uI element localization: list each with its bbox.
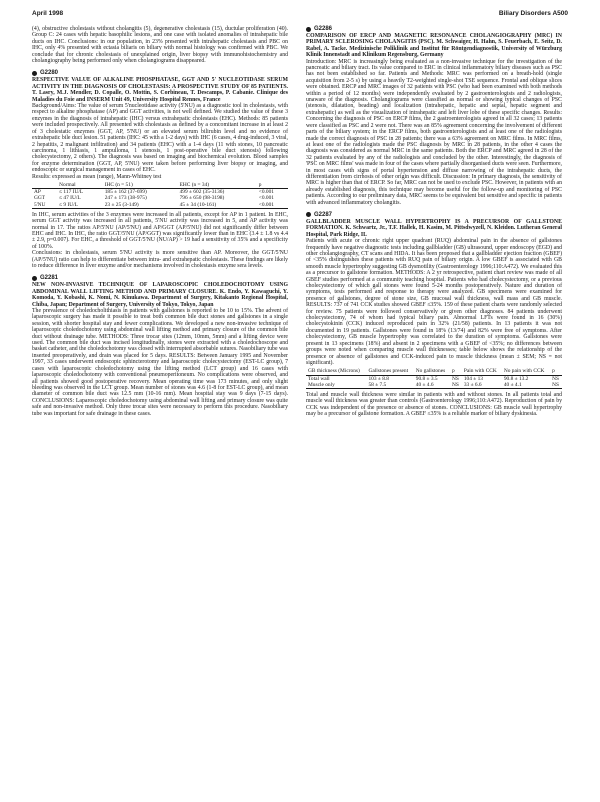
header-date: April 1998 [32, 10, 64, 17]
table-row [306, 375, 562, 382]
abstract-code [32, 275, 288, 281]
gallbladder-table [306, 368, 562, 389]
table-header-cell: Gallstones present [366, 368, 413, 375]
table-cell: 247 ± 173 (38-975) [104, 195, 147, 202]
table-header-cell: GB thickness (Microns) [306, 368, 366, 375]
left-column [32, 26, 288, 417]
abstract-body: Patients with acute or chronic right upper quadrant (RUQ) abdominal pain in the absence of gallstones frequently have negative diagnostic tests including gallbladder (GB) ultrasound, upper endoscopy (EGD) and other cholangiography, CT scans and HIDA. It has been proposed that a gallbladder ejection fraction (GBEF) of <35% distinguishes these patients with RUQ pain of biliary origin. A low GBEF is associated with GB smooth muscle hypertrophy suggesting GB dysmotility (Gastroenterology 1996;110:A472). We evaluated this as a precursor to gallstone formation. METHODS: A 2 yr retrospective, patient chart review was made of all GBEF studies performed at a community teaching hospital. Patients who had cholecystectomy, or a previous cholecystectomy of which gall stones were found 5-24 months postoperatively. Nature and duration of symptoms, tests performed and response to therapy were analyzed. GB specimens were examined for presence of gallstones, degree of stone size, GB mucosal wall thickness, wall mass and GB muscle. RESULTS: 737 of 741 CCK studies showed GBEF ≤35%. 159 of these patient charts were randomly selected for review. 75 patients were followed conservatively or given other diagnoses. 84 patients underwent cholecystectomy, 74 of whom had typical biliary pain. Abnormal LFTs were found in 16 (30%) cholecystokinin (CCK) induced reproduced pain in 32% (21/58) patients. In 13 patients it was not documented in 19 patients. Gallstones were found in 18% (13/74) and 82% were free of symptoms. After cholecystectomy, GB muscle hypertrophy was correlated to the duration of symptoms. Gallstones were present in 13 specimens (18%) and absent in 2 specimens with a GBEF of <35%; no differences between groups were noted when comparing muscle wall thicknesses; table below shows the relationship of the presence or absence of gallstones and CCK-induced pain to muscle thickness (mean ± SEM; NS = not significant). [306, 238, 562, 366]
table-header-cell: IHC (n = 51) [103, 182, 178, 189]
table-cell: ≤ 9 IU/L [57, 202, 103, 209]
table-cell: 5'NU [32, 202, 57, 209]
table-header-cell: p [257, 182, 288, 189]
table-cell: AP [32, 189, 57, 196]
table-header-cell: p [450, 368, 462, 375]
abstract-code-text: G2280 [40, 70, 59, 77]
table-cell: <0.001 [257, 202, 288, 209]
bullet-icon [306, 212, 311, 217]
abstract-title: COMPARISON OF ERCP AND MAGNETIC RESONANCE CHOLANGIOGRAPHY (MRC) IN PRIMARY SCLEROSING CHOLANGITIS (PSC). M. Schwaiger, H. Hahn, S. Feuerbach, E. Seitz, D. Rabel, A. Tacke. Medizinische Poliklinik and Institut für Röntgendiagnostik, University of Würzburg Klinik Innenstadt and Klinikum Regensburg, Germany [306, 33, 562, 59]
abstract-g2280 [32, 70, 288, 269]
table-cell: <0.001 [257, 189, 288, 196]
table-header-cell: EHC (n = 34) [178, 182, 257, 189]
running-header [32, 10, 568, 22]
table-header-row [32, 182, 288, 189]
table-cell: 796 ± 650 (98-3198) [179, 195, 225, 202]
table-cell: Total wall [308, 375, 330, 382]
table-header-cell: No pain with CCK [502, 368, 550, 375]
table-header-cell: No gallstones [414, 368, 450, 375]
table-header-cell: Pain with CCK [462, 368, 502, 375]
table-cell: NS [552, 375, 560, 382]
abstract-code-text: G2286 [314, 26, 333, 32]
table-row [306, 382, 562, 389]
enzyme-table [32, 182, 288, 209]
abstract-code-text: G2281 [40, 275, 59, 282]
abstract-title: GALLBLADDER MUSCLE WALL HYPERTROPHY IS A PRECURSOR OF GALLSTONE FORMATION. K. Schwartz, Jr., T.F. Hallek, H. Kasim, M. Pittsdwyzell, N. Kleidon. Lutheran General Hospital, Park Ridge, IL [306, 218, 562, 238]
results-label: Results: expressed as mean (range), Mann-Whitney test [32, 173, 162, 180]
table-cell: 40 ± 4.1 [502, 382, 550, 389]
table-cell: ≤ 47 IU/L [59, 195, 81, 202]
table-cell: NS [550, 382, 562, 389]
abstract-conclusion: Conclusions: in cholestasis, serum 5'NU activity is more sensitive than AP. Moreover, the GGT/5'NU (AP/5'NU) ratio can help to differentiate between intra- and extrahepatic cholestasis. These findings are likely to reduce difference in liver enzyme and/or mechanisms involved in cholestasis enzyme sera levels. [32, 250, 288, 269]
abstract-g2281 [32, 275, 288, 417]
abstract-body: The prevalence of choledocholithiasis in patients with gallstones is reported to be 10 to 15%. The advent of laparoscopic surgery has made it possible to treat both common bile duct stones and gallstones in a single session, with shorter hospital stay and fewer complications. We developed a new non-invasive technique of laparoscopic choledochotomy using abdominal wall lifting method and primary closure of the common bile duct without drainage tube. METHODS: Three trocar sites (12mm, 10mm, 5mm) and a lifting device were used. The common bile duct was incised longitudinally, stones were extracted with a choledochoscope and basket catheter, and the choledochotomy was closed with interrupted absorbable sutures. Nasobiliary tube was inserted preoperatively, and drain was placed for 5 days. RESULTS: Between January 1995 and November 1997, 33 cases underwent endoscopic sphincterotomy and laparoscopic cholecystectomy (EST-LC group), 7 cases with laparoscopic choledochotomy using the lifting method (LCT group) and 16 cases with laparoscopic choledochotomy with conventional pneumoperitoneum. No complications were observed, and all patients showed good postoperative recovery. Mean operating time was 173 minutes, and only slight bleeding was observed in the LCT group. Mean number of stones was 4.6 (1-8 for EST-LC group), and mean diameter of common bile duct was 12.5 mm (10-16 mm). Mean hospital stay was 9 days (7-15 days). CONCLUSIONS: Laparoscopic choledochotomy using abdominal wall lifting and primary closure was quite safe and non-invasive method. Only three trocar sites were necessary to perform this procedure. Nasobiliary tube was important for safe drainage in these cases. [32, 308, 288, 417]
table-cell: 58 ± 7.5 [366, 382, 413, 389]
abstract-code-text: G2287 [314, 211, 333, 218]
abstract-code [32, 70, 288, 76]
abstract-g2287 [306, 212, 562, 418]
abstract-g2286 [306, 26, 562, 206]
table-cell: 33 ± 6.6 [462, 382, 502, 389]
table-cell: Muscle only [306, 382, 366, 389]
header-journal: Biliary Disorders A500 [498, 10, 568, 17]
abstract-body: In IHC, serum activities of the 3 enzymes were increased in all patients, except for AP in 1 patient. In EHC, serum GGT activity was increased in all patients, 5'NU activity was increased in 5, and AP activity was normal in 17. The ratios AP/5'NU (AP/5'NU) and AP/GGT (AP/5'NU) did not significantly differ between EHC and IHC. In IHC, the ratio GGT/5'NU (AP/GGT) was significantly lower than in EHC (3.4 ± 1.8 vs 4.4 ± 2.9, p=0.007). For EHC, a threshold of GGT/5'NU (NU/AP) > 19 had a sensitivity of 35% and a specificity of 100%. [32, 211, 288, 250]
bullet-icon [32, 71, 37, 76]
bullet-icon [32, 276, 37, 281]
table-cell: GGT [34, 195, 46, 202]
table-header-cell [32, 182, 57, 189]
table-header-cell: p [550, 368, 562, 375]
continued-abstract-text: (4), obstructive cholestasis without cholangitis (5), degenerative cholestasis (15), ductular proliferation (40). Group C: 24 cases with hepatic basophilic lesions, and one case with isolated anomalies of intrahepatic bile ducts on IHC. Conclusions: in our population, in 23% presented with intrahepatic cholestasis and PBC on IHC, only 4% presented with ectasia biliaris on biliary with normal histology was confirmed with PBC. We conclude that for chronic cholestasis of unexplained origin, liver biopsy with immunohistochemistry and cholangiography being performed only when cholangiograms disappeared. [32, 26, 288, 65]
table-cell: 185 ± 162 (37-699) [103, 189, 178, 196]
right-column [306, 26, 562, 418]
table-cell: NS [450, 382, 462, 389]
abstract-body: Introduction: MRC is increasingly being evaluated as a non-invasive technique for the investigation of the pancreatic and biliary tract. Its value compared to ERC in clinical inflammatory biliary diseases such as PSC has not been established so far. Patients and Methods: MRC was performed on a breath-hold (single acquisition from 2-5 s) by using a heavily T2-weighted single-shot TSE sequence. Frontal and oblique slices were obtained. ERCP and MRC images of 32 patients with PSC (who had been examined with both methods within a period of 12 months) were independently evaluated by 2 gastroenterologists and 2 radiologists, unaware of the diagnosis. Cholangiograms were classified as normal or showing typical changes of PSC (stenosis, dilatation, beading) and localization (intrahepatic, hepatic and septal, hepatic segment and extrahepatic) as well as the visualization of intrahepatic and left liver lobe of these specific changes. Results: Concerning the diagnosis of PSC on ERCP films, the 2 gastroenterologists agreed in all 32 cases; 13 patients were classified as PSC and 2 were not. There was an 85% agreement concerning the involvement of different parts of the biliary system; in the ERCP films, both gastroenterologists and at least one of the radiologists made the correct diagnosis of PSC in 28 patients; there was a 63% agreement on MRC films. In MRC films, at least one of the radiologists made the PSC diagnosis by MRC in 28 patients, in the other 4 cases the diagnosis was considered as normal MRC in the same patients. Both the ERCP and MRC agreed in 28 of the 32 patients evaluated by any of the radiologists and concluded by the other. Interestingly, the diagnosis of 'PSC on MRC films' was made in four of the cases where partially disorganised ducts were seen. Furthermore, in most cases with signs of portal hypertension and diffuse narrowing of the intrahepatic ducts, the differentiation from cirrhosis of other origin was difficult. Discussion: In primary diagnosis, the sensitivity of MRC is higher than that of ERCP. So far, MRC can not be used to exclude PSC. However, in patients with an already established diagnosis, this technique may become useful for the follow-up and monitoring of PSC patients. According to our preliminary data, MRC seems to be equivalent but sensitive and specific in patients with advanced inflammatory cholangitis. [306, 58, 562, 206]
table-cell: 103 ± 8.8 [368, 375, 389, 382]
table-cell: 90.8 ± 3.5 [415, 375, 438, 382]
abstract-body: Total and muscle wall thickness were similar in patients with and without stones. In all patients total and muscle wall thickness was greater than controls (Gastroenterology 1996;110:A472). Reproduction of pain by CCK was independent of the presence or absence of stones. CONCLUSIONS: GB muscle wall hypertrophy may be a precursor of gallstone formation. A GBEF ≤35% is a reliable marker of biliary dyskinesia. [306, 391, 562, 418]
table-cell: <0.001 [258, 195, 274, 202]
bullet-icon [306, 27, 311, 32]
abstract-title: NEW NON-INVASIVE TECHNIQUE OF LAPAROSCOPIC CHOLEDOCHOTOMY USING ABDOMINAL WALL LIFTING METHOD AND PRIMARY CLOSURE. K. Endo, Y. Kawaguchi, Y. Komoda, Y. Kobashi, K. Nomi, N. Kinukawa. Department of Surgery, Kitakanto Regional Hospital, Chiba, Japan; Department of Surgery, University of Tokyo, Tokyo, Japan [32, 282, 288, 308]
table-cell: NS [452, 375, 459, 382]
table-cell: 45 ± 34 (10-161) [178, 202, 257, 209]
table-header-row [306, 368, 562, 375]
abstract-code [306, 212, 562, 218]
abstract-body: Background/Aims: The value of serum 5'nucleotidase activity (5'NU) as a diagnostic tool in cholestasis, with respect to alkaline phosphatase (AP) and GGT activities, is not well defined. We studied the value of these 3 enzymes in the diagnosis of intrahepatic (IHC) versus extrahepatic cholestasis (EHC). Methods: 85 patients were included prospectively. All presented with cholestasis as defined by a concomitant increase in at least 2 of 3 cholestatic enzymes (GGT, AP, 5'NU) or an elevated serum bilirubin level and no evidence of extrahepatic bile duct lesion. 51 patients (IHC: 45 with a 1-2 days) with IHC (6 cases, 4 drug-induced, 3 viral, 2 hepatitis, 2 malignant infiltration) and 34 patients (EHC) with a 1-4 days (11 with stones, 10 pancreatic carcinoma, 1 lithiasis, 1 ampulloma, 1 stenosis, 1 post-operative bile duct stenosis) following cholecystectomy, 2 others). The diagnosis was based on imaging and biochemical evolution. Blood samples for enzyme determination (GGT, AP, 5'NU) were taken before performing liver biopsy or imaging, and endoscopic or surgical management in cases of EHC. [32, 103, 288, 174]
table-cell: 40 ± 4.6 [414, 382, 450, 389]
table-cell: ≤ 117 IU/L [57, 189, 103, 196]
table-cell: 90.8 ± 13.2 [503, 375, 529, 382]
table-cell: 23 ± 25 (3-149) [103, 202, 178, 209]
abstract-title: RESPECTIVE VALUE OF ALKALINE PHOSPHATASE, GGT AND 5' NUCLEOTIDASE SERUM ACTIVITY IN THE DIAGNOSIS OF CHOLESTASIS: A PROSPECTIVE STUDY OF 85 PATIENTS. T. Lasry, M.J. Mendler, D. Copalle, O. Mottin, S. Corbineau, T. Descamps, P. Cabanie. Clinique des Maladies du Foie and INSERM Unit 49, University Hospital Rennes, France [32, 77, 288, 103]
table-cell: 499 ± 602 (35-3136) [178, 189, 257, 196]
abstract-code [306, 26, 562, 32]
table-cell: 104 ± 13 [463, 375, 483, 382]
table-row [32, 189, 288, 196]
table-row [32, 202, 288, 209]
table-header-cell: Normal [57, 182, 103, 189]
